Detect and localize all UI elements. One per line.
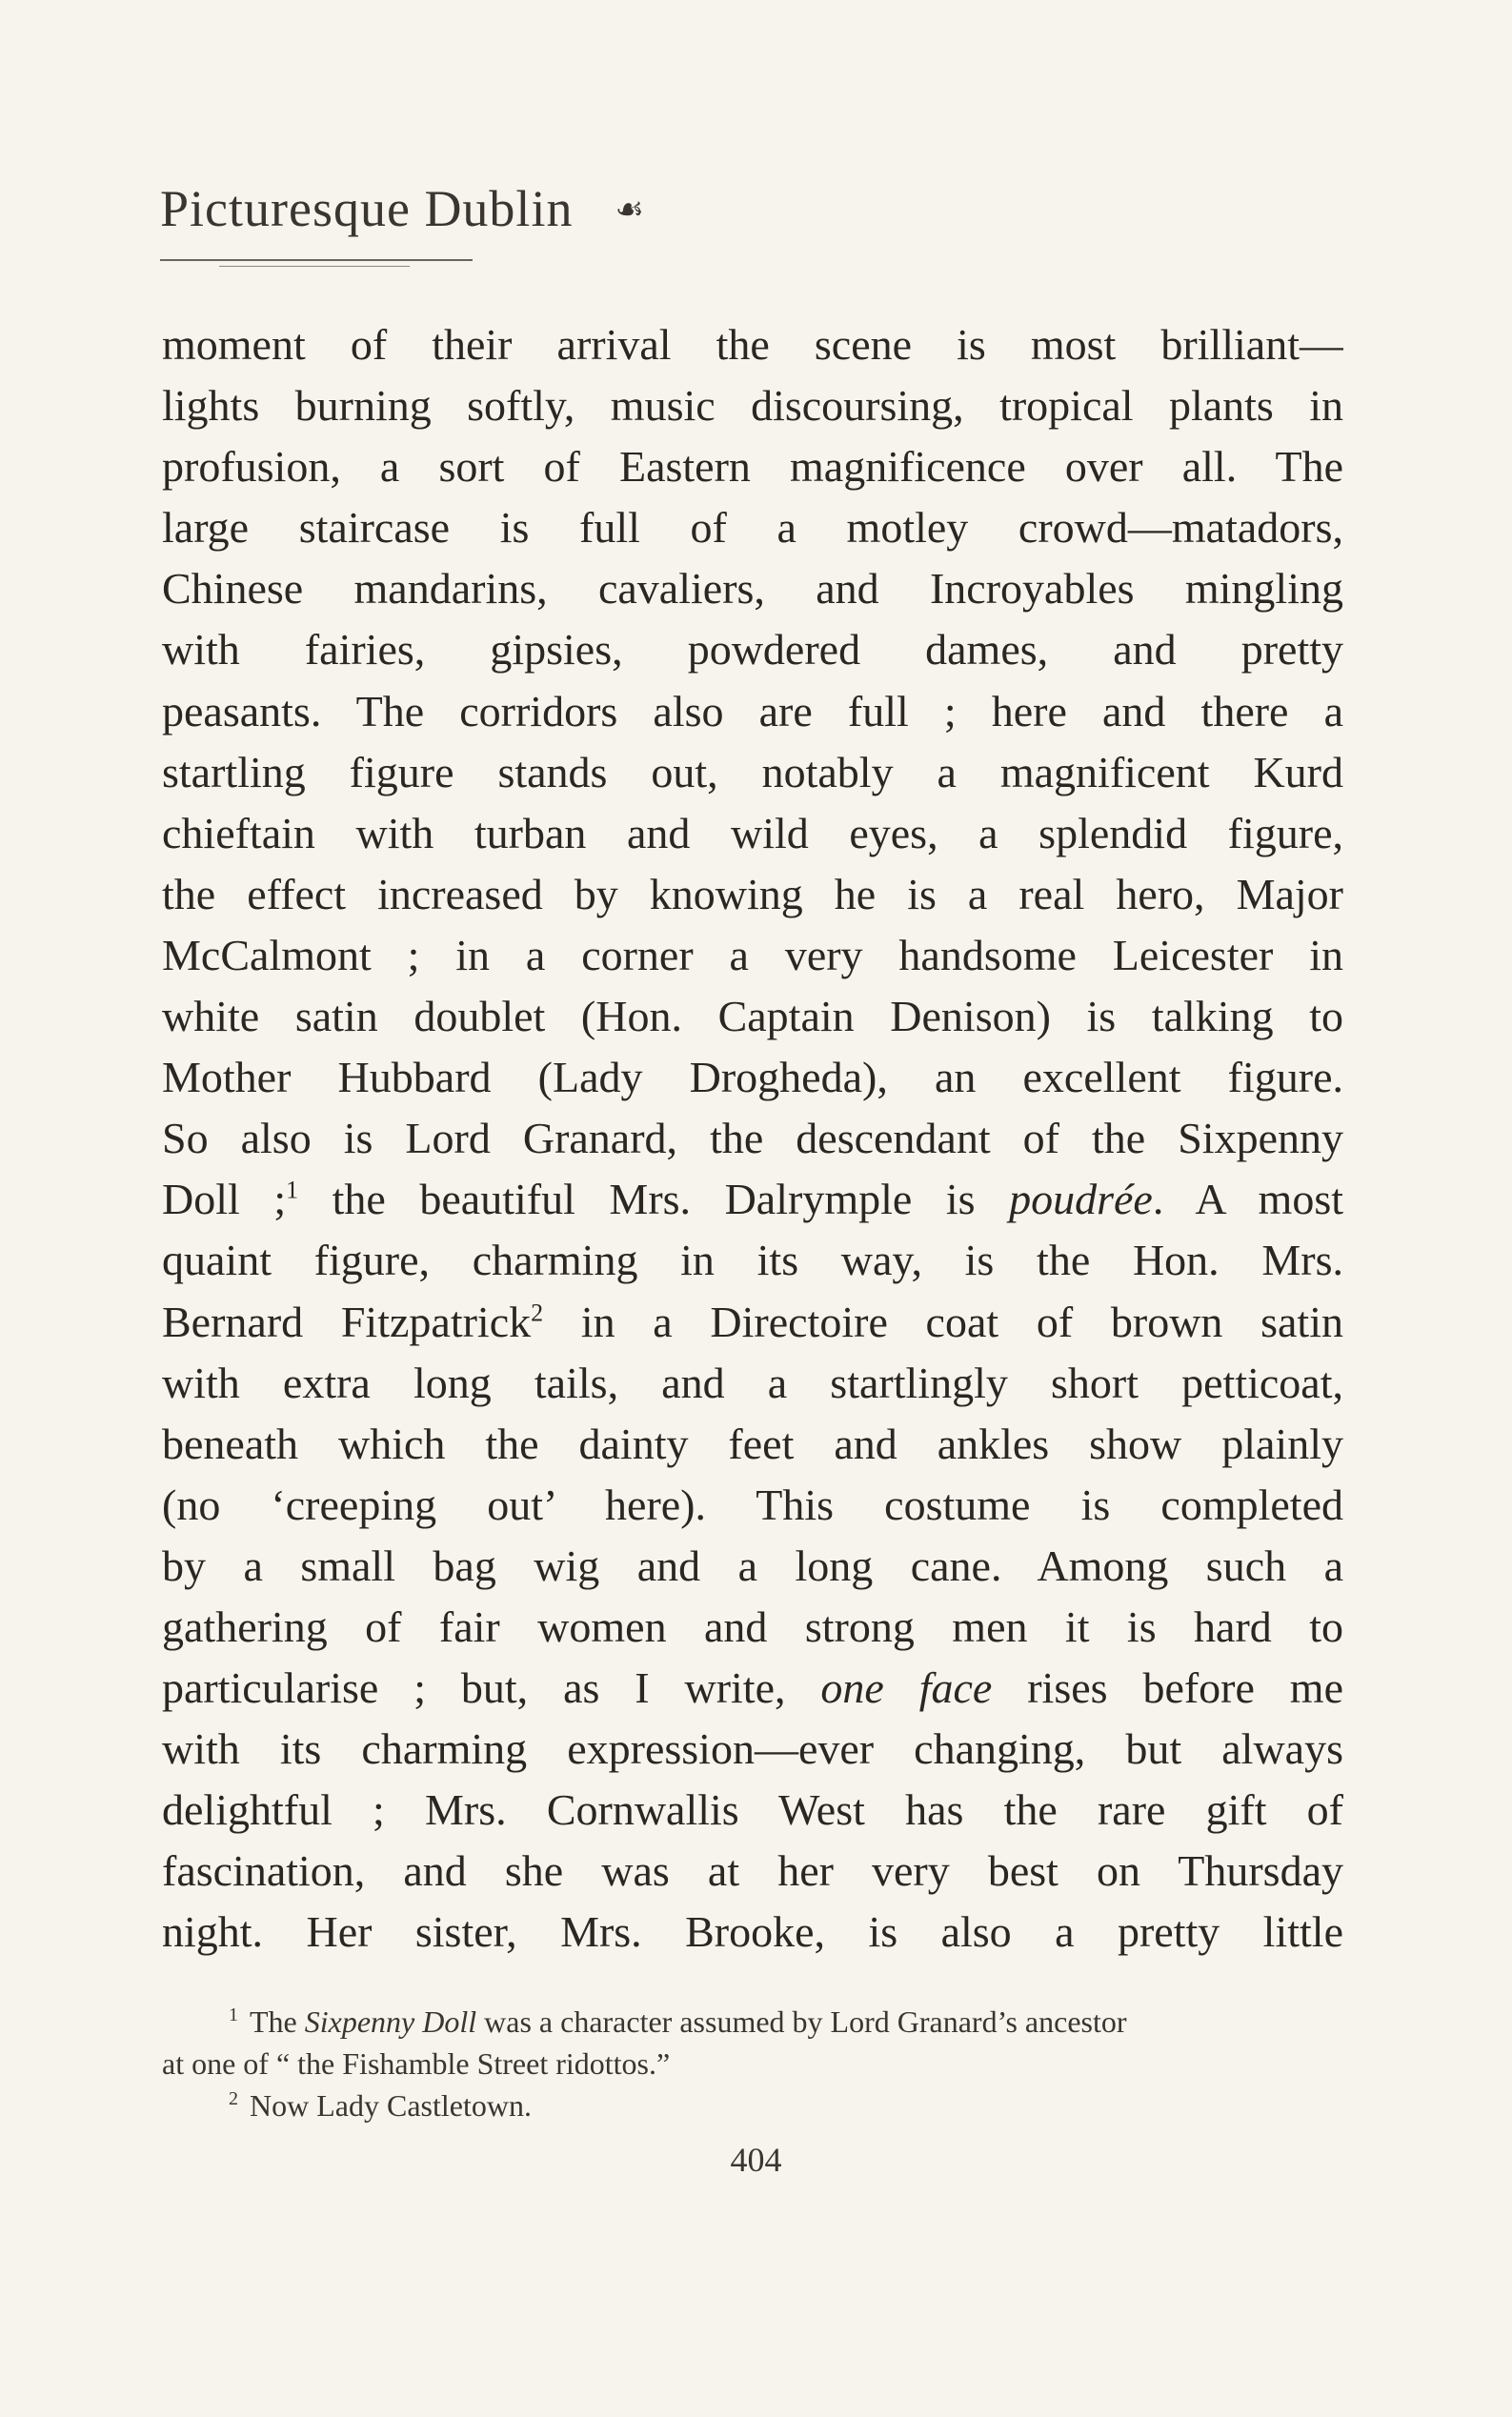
text-line: Chinese mandarins, cavaliers, and Incroyables mingling (162, 564, 1343, 614)
text-line: quaint figure, charming in its way, is the Hon. Mrs. (162, 1236, 1343, 1285)
text-segment: . A most (1152, 1175, 1343, 1224)
header-rule-thin (219, 266, 410, 267)
footnote-text: The (250, 2004, 305, 2039)
footnote-1 (162, 2001, 1353, 2043)
text-line: delightful ; Mrs. Cornwallis West has the rare gift of (162, 1785, 1343, 1835)
text-line (162, 1292, 1343, 1353)
text-line: night. Her sister, Mrs. Brooke, is also a pretty little (162, 1907, 1343, 1957)
text-line: with fairies, gipsies, powdered dames, and pretty (162, 625, 1343, 675)
text-line: by a small bag wig and a long cane. Among such a (162, 1541, 1343, 1590)
text-line: startling figure stands out, notably a magnificent Kurd (162, 747, 1343, 796)
text-line (162, 1169, 1343, 1230)
footnote-mark: 1 (229, 2004, 238, 2026)
footnotes (162, 2001, 1353, 2126)
fleuron-icon: ☙ (615, 192, 645, 228)
text-line (162, 1658, 1343, 1719)
text-line: the effect increased by knowing he is a real hero, Major (162, 869, 1343, 918)
text-line: gathering of fair women and strong men it is hard to (162, 1601, 1343, 1651)
footnote-mark: 2 (229, 2088, 238, 2110)
text-segment: rises before me (992, 1663, 1343, 1713)
text-line: Mother Hubbard (Lady Drogheda), an excellent figure. (162, 1053, 1343, 1102)
footnote-italic: Sixpenny Doll (304, 2004, 477, 2039)
running-header (160, 179, 645, 238)
text-line: with extra long tails, and a startlingly short petticoat, (162, 1358, 1343, 1407)
text-line: beneath which the dainty feet and ankles show plainly (162, 1419, 1343, 1468)
text-line: lights burning softly, music discoursing, tropical plants in (162, 381, 1343, 431)
text-line: profusion, a sort of Eastern magnificence over all. The (162, 442, 1343, 492)
body-text (162, 314, 1343, 1964)
text-segment: Doll ; (162, 1175, 287, 1224)
text-line: chieftain with turban and wild eyes, a splendid figure, (162, 808, 1343, 857)
text-line: fascination, and she was at her very best on Thursday (162, 1846, 1343, 1896)
footnote-text: was a character assumed by Lord Granard’s ancestor (476, 2004, 1127, 2039)
header-rule (160, 259, 473, 261)
text-segment: Bernard Fitzpatrick (162, 1297, 532, 1346)
text-segment: in a Directoire coat of brown satin (543, 1297, 1343, 1346)
page-number: 404 (730, 2141, 782, 2179)
footnote-ref-1: 1 (286, 1176, 299, 1204)
footnote-text: Now Lady Castletown. (250, 2088, 532, 2123)
text-line: So also is Lord Granard, the descendant of the Sixpenny (162, 1114, 1343, 1163)
footnote-ref-2: 2 (531, 1299, 544, 1327)
running-title: Picturesque Dublin (160, 180, 574, 237)
text-line: McCalmont ; in a corner a very handsome Leicester in (162, 930, 1343, 979)
footnote-2 (162, 2085, 1353, 2126)
text-segment: particularise ; but, as I write, (162, 1663, 821, 1713)
italic-term: poudrée (1009, 1175, 1153, 1224)
text-segment: the beautiful Mrs. Dalrymple is (298, 1175, 1010, 1224)
text-line: moment of their arrival the scene is most brilliant— (162, 320, 1343, 369)
text-line: white satin doublet (Hon. Captain Denison) is talking to (162, 992, 1343, 1041)
italic-phrase: one face (820, 1663, 993, 1713)
text-line: with its charming expression—ever changing, but always (162, 1724, 1343, 1774)
text-line: peasants. The corridors also are full ; here and there a (162, 686, 1343, 735)
text-line: (no ‘creeping out’ here). This costume is completed (162, 1480, 1343, 1529)
footnote-1-continued: at one of “ the Fishamble Street ridottos.” (162, 2046, 671, 2081)
text-line: large staircase is full of a motley crowd—matadors, (162, 503, 1343, 553)
